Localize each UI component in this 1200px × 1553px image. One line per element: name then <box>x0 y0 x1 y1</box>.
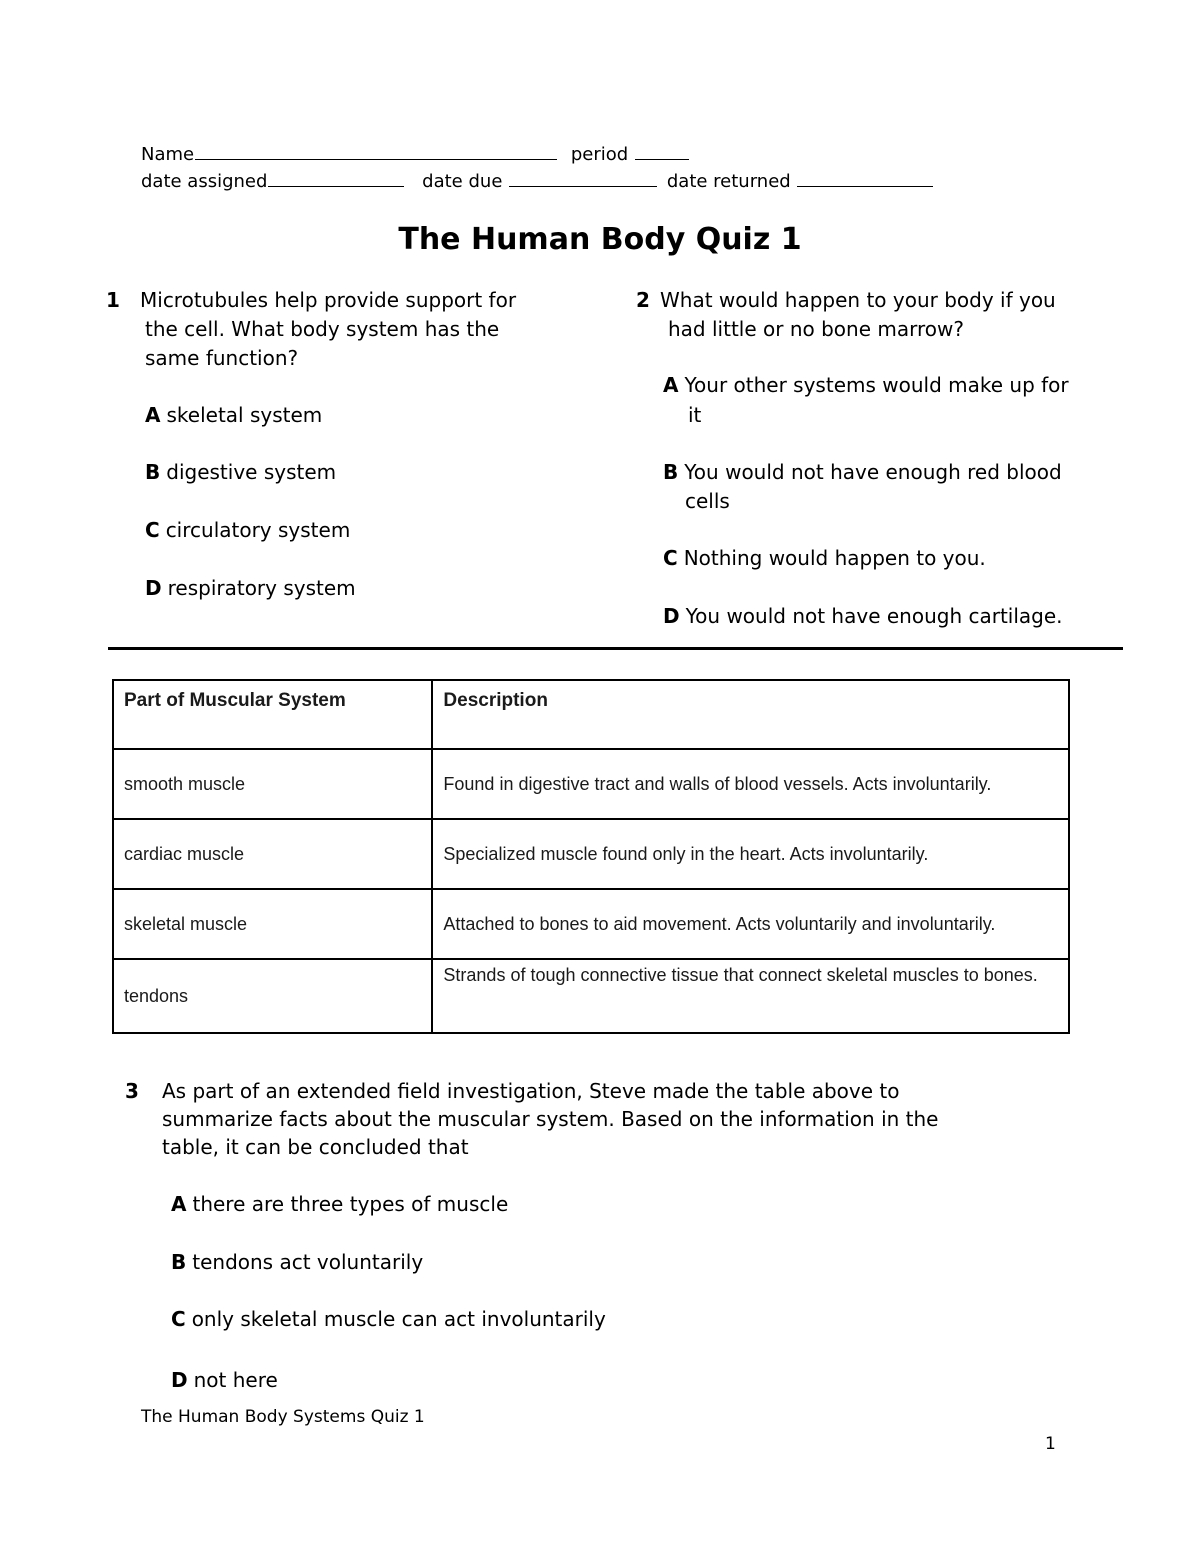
q3-option-c[interactable] <box>171 1307 606 1331</box>
q3-option-d-letter: D <box>171 1368 188 1392</box>
q1-line-1: Microtubules help provide support for <box>140 288 517 312</box>
q3-option-d[interactable] <box>171 1368 278 1392</box>
q2-option-a-cont: it <box>688 403 702 427</box>
q1-option-a-text: skeletal system <box>166 403 323 427</box>
table-row <box>113 749 1069 819</box>
table-cell-description: Attached to bones to aid movement. Acts voluntarily and involuntarily. <box>432 889 1069 959</box>
dates-field <box>141 171 933 192</box>
table-cell-part: cardiac muscle <box>113 819 432 889</box>
date-returned-blank[interactable] <box>797 185 933 187</box>
table-cell-description: Specialized muscle found only in the heart. Acts involuntarily. <box>432 819 1069 889</box>
table-header-row <box>113 680 1069 749</box>
date-due-blank[interactable] <box>509 185 657 187</box>
table-cell-description: Found in digestive tract and walls of blood vessels. Acts involuntarily. <box>432 749 1069 819</box>
q3-option-c-letter: C <box>171 1307 186 1331</box>
table-cell-part: skeletal muscle <box>113 889 432 959</box>
name-field[interactable] <box>141 144 689 165</box>
q3-option-c-text: only skeletal muscle can act involuntarily <box>191 1307 606 1331</box>
q3-option-b[interactable] <box>171 1250 423 1274</box>
q1-option-d-letter: D <box>145 576 162 600</box>
q1-line-3: same function? <box>145 346 299 370</box>
q1-option-b-letter: B <box>145 460 161 484</box>
q1-option-b-text: digestive system <box>166 460 337 484</box>
table-row <box>113 889 1069 959</box>
page-number: 1 <box>1045 1434 1056 1454</box>
q3-option-b-text: tendons act voluntarily <box>192 1250 424 1274</box>
muscular-system-table <box>112 679 1070 1034</box>
q2-option-b-letter: B <box>663 460 679 484</box>
q1-option-a-letter: A <box>145 403 161 427</box>
q2-option-a-letter: A <box>663 373 679 397</box>
q2-line-1: What would happen to your body if you <box>660 288 1056 312</box>
q1-number: 1 <box>106 288 120 312</box>
date-assigned-blank[interactable] <box>268 185 404 187</box>
q2-option-d-text: You would not have enough cartilage. <box>685 604 1063 628</box>
table-cell-part: tendons <box>113 959 432 1033</box>
q2-option-a-text: Your other systems would make up for <box>684 373 1069 397</box>
section-divider <box>108 647 1123 650</box>
table-header-description: Description <box>432 680 1069 749</box>
q3-option-a-letter: A <box>171 1192 187 1216</box>
period-blank[interactable] <box>635 158 689 160</box>
q3-number: 3 <box>125 1079 139 1103</box>
q1-option-c-letter: C <box>145 518 160 542</box>
q3-line-1: As part of an extended field investigation, Steve made the table above to <box>162 1079 900 1103</box>
q3-line-3: table, it can be concluded that <box>162 1135 469 1159</box>
q2-option-a[interactable] <box>663 373 1069 397</box>
q2-number: 2 <box>636 288 650 312</box>
period-label: period <box>570 144 629 165</box>
q1-option-c-text: circulatory system <box>165 518 351 542</box>
table-row <box>113 959 1069 1033</box>
q1-option-d[interactable] <box>145 576 356 600</box>
table-cell-description: Strands of tough connective tissue that connect skeletal muscles to bones. <box>432 959 1069 1033</box>
q1-option-a[interactable] <box>145 403 322 427</box>
table-row <box>113 819 1069 889</box>
q1-option-d-text: respiratory system <box>167 576 356 600</box>
q2-option-b[interactable] <box>663 460 1062 484</box>
page-title: The Human Body Quiz 1 <box>398 222 802 257</box>
date-due-label: date due <box>422 171 503 192</box>
q2-option-d[interactable] <box>663 604 1063 628</box>
q2-option-c[interactable] <box>663 546 986 570</box>
footer-doc-title: The Human Body Systems Quiz 1 <box>141 1407 425 1427</box>
q2-option-c-text: Nothing would happen to you. <box>683 546 986 570</box>
q1-option-c[interactable] <box>145 518 350 542</box>
q3-line-2: summarize facts about the muscular system. Based on the information in the <box>162 1107 939 1131</box>
q2-line-2: had little or no bone marrow? <box>668 317 964 341</box>
q2-option-c-letter: C <box>663 546 678 570</box>
name-blank[interactable] <box>195 158 557 160</box>
table-header-part: Part of Muscular System <box>113 680 432 749</box>
q2-option-b-text: You would not have enough red blood <box>684 460 1062 484</box>
q3-option-d-text: not here <box>193 1368 278 1392</box>
q3-option-b-letter: B <box>171 1250 187 1274</box>
table-cell-part: smooth muscle <box>113 749 432 819</box>
q3-option-a-text: there are three types of muscle <box>192 1192 509 1216</box>
q1-line-2: the cell. What body system has the <box>145 317 500 341</box>
date-returned-label: date returned <box>666 171 791 192</box>
q1-option-b[interactable] <box>145 460 336 484</box>
q2-option-b-cont: cells <box>685 489 730 513</box>
q3-option-a[interactable] <box>171 1192 508 1216</box>
name-label: Name <box>141 144 195 165</box>
date-assigned-label: date assigned <box>141 171 268 192</box>
q2-option-d-letter: D <box>663 604 680 628</box>
